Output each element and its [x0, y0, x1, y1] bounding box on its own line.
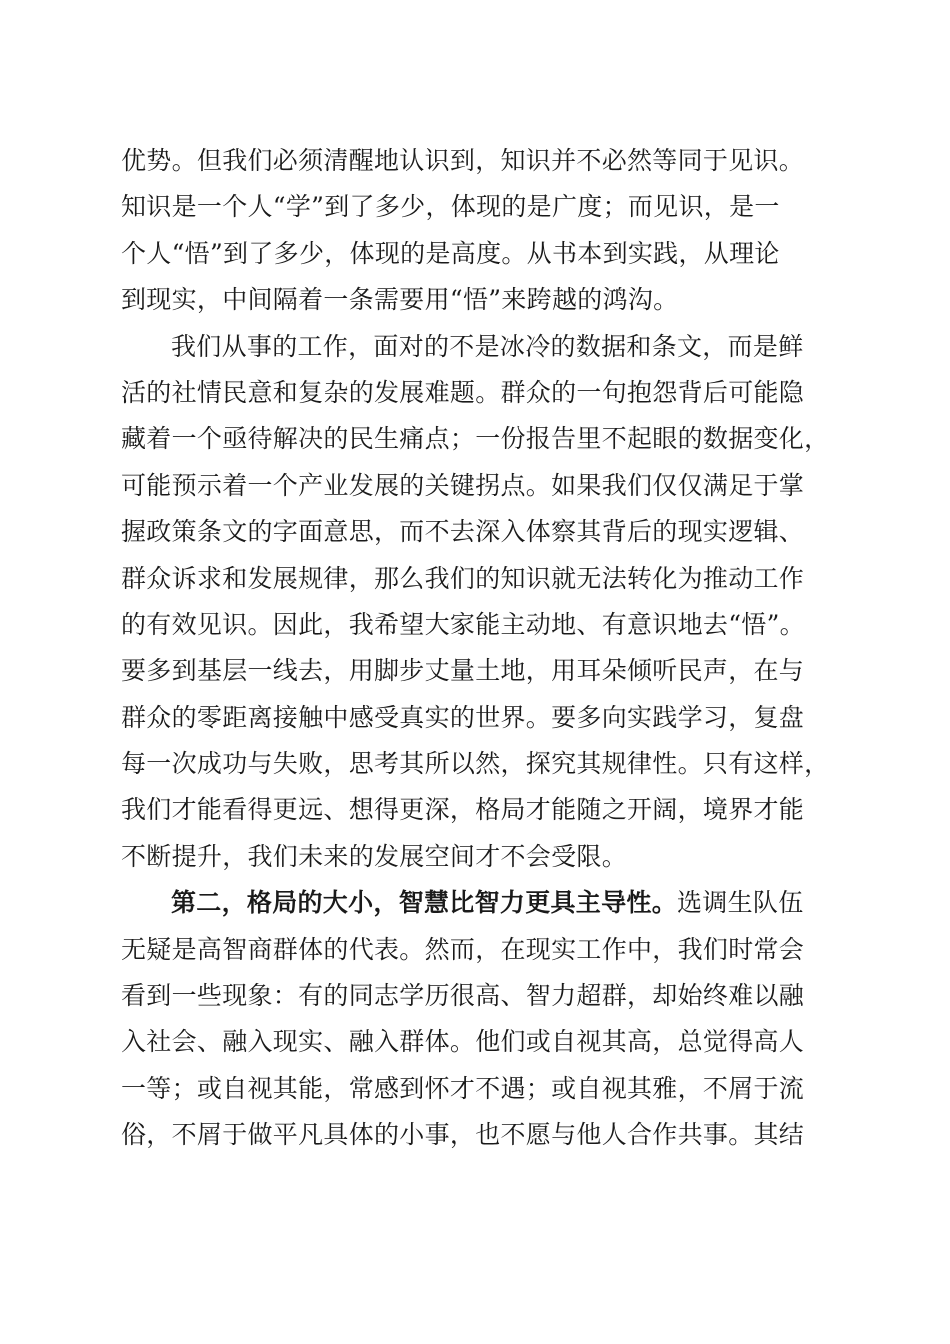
section-heading-continuation: 选调生队伍: [677, 888, 804, 918]
text-line: 要多到基层一线去，用脚步丈量土地，用耳朵倾听民声，在与: [121, 656, 805, 686]
text-line: 活的社情民意和复杂的发展难题。群众的一句抱怨背后可能隐: [121, 377, 805, 407]
text-line: 看到一些现象：有的同志学历很高、智力超群，却始终难以融: [121, 981, 805, 1011]
section-heading: 第二，格局的大小，智慧比智力更具主导性。: [171, 888, 678, 918]
paragraph-first-line: 我们从事的工作，面对的不是冰冷的数据和条文，而是鲜: [171, 331, 804, 361]
text-line: 群众诉求和发展规律，那么我们的知识就无法转化为推动工作: [121, 563, 805, 593]
text-line: 无疑是高智商群体的代表。然而，在现实工作中，我们时常会: [121, 934, 805, 964]
body-text: [121, 138, 833, 1159]
text-line: 俗，不屑于做平凡具体的小事，也不愿与他人合作共事。其结: [121, 1120, 805, 1150]
section-heading-line: [121, 880, 833, 926]
text-line: 握政策条文的字面意思，而不去深入体察其背后的现实逻辑、: [121, 517, 805, 547]
text-line: 知识是一个人“学”到了多少，体现的是广度；而见识，是一: [121, 192, 780, 222]
text-line: 一等；或自视其能，常感到怀才不遇；或自视其雅，不屑于流: [121, 1073, 805, 1103]
text-line: 藏着一个亟待解决的民生痛点；一份报告里不起眼的数据变化，: [121, 424, 830, 454]
text-line: 可能预示着一个产业发展的关键拐点。如果我们仅仅满足于掌: [121, 470, 805, 500]
text-line: 到现实，中间隔着一条需要用“悟”来跨越的鸿沟。: [121, 285, 679, 315]
text-line: 的有效见识。因此，我希望大家能主动地、有意识地去“悟”。: [121, 609, 805, 639]
text-line: 不断提升，我们未来的发展空间才不会受限。: [121, 841, 628, 871]
text-line: 每一次成功与失败，思考其所以然，探究其规律性。只有这样，: [121, 749, 830, 779]
text-line: 入社会、融入现实、融入群体。他们或自视其高，总觉得高人: [121, 1027, 805, 1057]
text-line: 优势。但我们必须清醒地认识到，知识并不必然等同于见识。: [121, 146, 805, 175]
text-line: 群众的零距离接触中感受真实的世界。要多向实践学习，复盘: [121, 702, 805, 732]
text-line: 我们才能看得更远、想得更深，格局才能随之开阔，境界才能: [121, 795, 805, 825]
text-line: 个人“悟”到了多少，体现的是高度。从书本到实践，从理论: [121, 238, 780, 268]
